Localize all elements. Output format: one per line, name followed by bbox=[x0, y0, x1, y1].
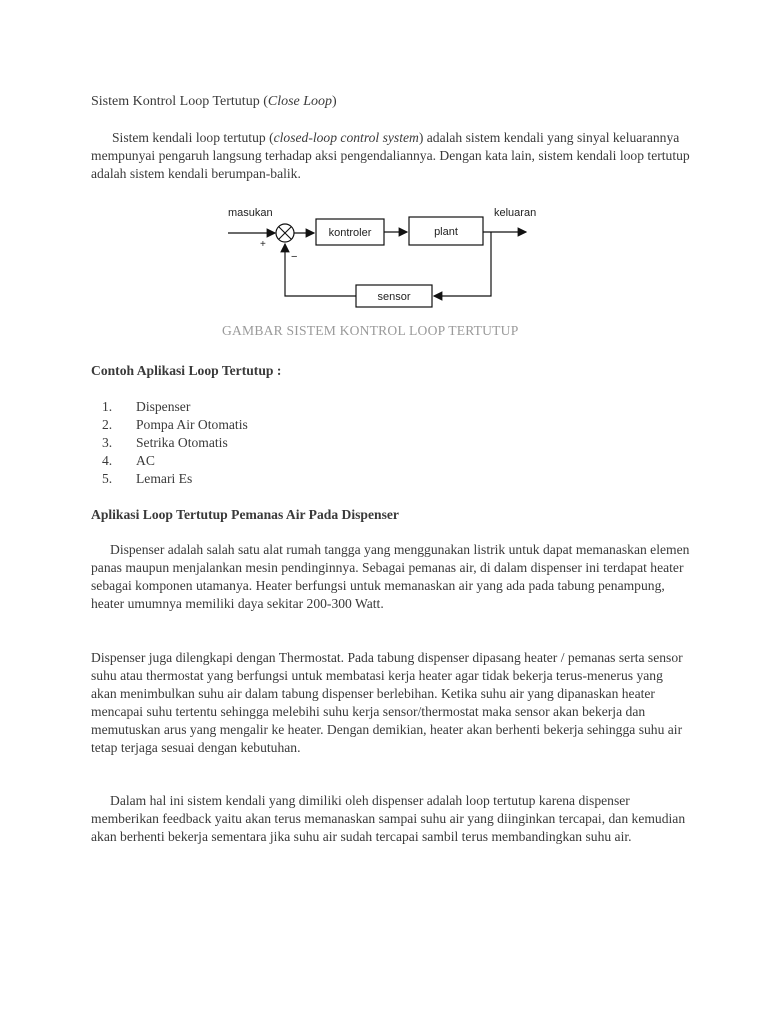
document-title bbox=[91, 93, 337, 111]
title-close: ) bbox=[332, 94, 337, 109]
examples-list bbox=[91, 398, 248, 488]
summing-junction bbox=[276, 224, 294, 242]
output-label: keluaran bbox=[494, 207, 537, 219]
title-text: Sistem Kontrol Loop Tertutup ( bbox=[91, 94, 268, 109]
paragraph-feedback: Dalam hal ini sistem kendali yang dimiliki oleh dispenser adalah loop tertutup karena dispenser memberikan feedback yaitu akan terus memanaskan sampai suhu air yang diinginkan tercapai, dan kemudian akan berhenti bekerja sementara jika suhu air sudah tercapai sambil terus membandingkan suhu air. bbox=[91, 793, 686, 844]
list-item: 3. Setrika Otomatis bbox=[102, 435, 228, 450]
intro-text-a: Sistem kendali loop tertutup ( bbox=[112, 130, 274, 145]
title-italic: Close Loop bbox=[267, 94, 333, 109]
paragraph-dispenser: Dispenser adalah salah satu alat rumah tangga yang menggunakan listrik untuk dapat memanaskan elemen panas maupun menjalankan mesin pendinginnya. Sebagai pemanas air, di dalam dispenser ini terdapat heater sebagai komponen utamanya. Heater berfungsi untuk memanaskan air yang ada pada tabung penampung, heater umumnya memiliki daya sekitar 200-300 Watt. bbox=[91, 542, 690, 611]
controller-label: kontroler bbox=[328, 227, 372, 239]
figure-caption: GAMBAR SISTEM KONTROL LOOP TERTUTUP bbox=[222, 323, 519, 338]
paragraph-thermostat: Dispenser juga dilengkapi dengan Thermostat. Pada tabung dispenser dipasang heater / pemanas serta sensor suhu atau thermostat yang berfungsi untuk membatasi kerja heater agar tidak bekerja terus-menerus yang akan menimbulkan suhu air dalam tabung dispenser berlebihan. Ketika suhu air yang dipanaskan heater mencapai suhu tertentu sehingga melebihi suhu kerja sensor/thermostat maka sensor akan bekerja dan memutuskan arus yang mengalir ke heater. Dengan demikian, heater akan berhenti bekerja sehingga suhu air tetap terjaga sesuai dengan kebutuhan. bbox=[91, 650, 683, 755]
list-item: 5. Lemari Es bbox=[102, 471, 193, 486]
list-item: 4. AC bbox=[102, 453, 155, 468]
closed-loop-diagram bbox=[226, 200, 546, 315]
input-label: masukan bbox=[228, 207, 273, 219]
list-item: 2. Pompa Air Otomatis bbox=[102, 417, 248, 432]
plant-label: plant bbox=[434, 226, 458, 238]
intro-paragraph bbox=[91, 129, 691, 183]
intro-text-b: ) adalah sistem kendali yang sinyal keluarannya mempunyai pengaruh langsung terhadap aksi pengendaliannya. Dengan kata lain, sistem kendali loop tertutup adalah sistem kendali berumpan-balik. bbox=[91, 130, 690, 181]
intro-italic: closed-loop control system bbox=[273, 130, 419, 145]
dispenser-heading: Aplikasi Loop Tertutup Pemanas Air Pada Dispenser bbox=[91, 507, 399, 522]
sensor-label: sensor bbox=[377, 291, 411, 303]
list-item: 1. Dispenser bbox=[102, 399, 191, 414]
plus-sign: + bbox=[260, 239, 266, 250]
minus-sign: − bbox=[291, 251, 298, 263]
examples-heading: Contoh Aplikasi Loop Tertutup : bbox=[91, 363, 282, 378]
